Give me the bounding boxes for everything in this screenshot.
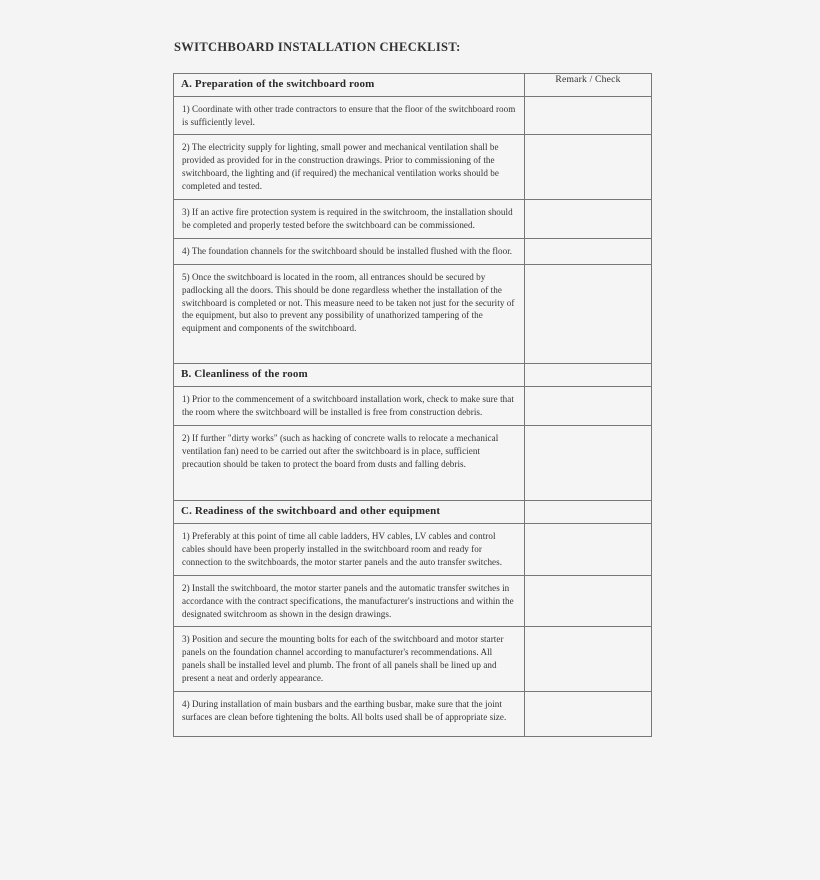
checklist-item-b1: 1) Prior to the commencement of a switchboard installation work, check to make sure that the room where the switchboard will be installed is free from construction debris. [182,393,514,417]
remark-cell-c4[interactable] [525,692,652,737]
table-row [174,264,652,364]
remark-cell-a2[interactable] [525,135,652,200]
checklist-table [173,73,652,737]
checklist-item-c1: 1) Preferably at this point of time all cable ladders, HV cables, LV cables and control cables should have been properly installed in the switchboard room and ready for connection to the switchboards, the motor starter panels and the auto transfer switches. [182,531,503,567]
table-row [174,692,652,737]
page-title: SWITCHBOARD INSTALLATION CHECKLIST: [174,40,461,54]
section-header-row-c [174,501,652,524]
table-row [174,200,652,239]
table-row [174,135,652,200]
remark-cell-a4[interactable] [525,238,652,264]
section-title-cell-c [174,501,525,524]
section-header-row-b [174,364,652,387]
remark-check-header [525,74,652,97]
section-heading-c: C. Readiness of the switchboard and other equipment [181,505,441,518]
section-title-cell-b [174,364,525,387]
checklist-item-cell [174,627,525,692]
remark-cell-b1[interactable] [525,386,652,425]
checklist-item-c4: 4) During installation of main busbars and the earthing busbar, make sure that the joint surfaces are clean before tightening the bolts. All bolts used shall be of appropriate size. [182,699,507,723]
checklist-item-b2: 2) If further "dirty works" (such as hacking of concrete walls to relocate a mechanical ventilation fan) need to be carried out after the switchboard is in place, sufficient precaution should be taken to protect the board from dusts and falling debris. [182,432,499,469]
checklist-item-cell [174,692,525,737]
remark-check-label: Remark / Check [555,74,621,85]
remark-cell-b-header[interactable] [525,364,652,387]
table-row [174,96,652,135]
remark-cell-b2[interactable] [525,425,652,501]
section-heading-a: A. Preparation of the switchboard room [181,78,375,90]
table-row [174,575,652,627]
remark-cell-a5[interactable] [525,264,652,364]
checklist-item-a2: 2) The electricity supply for lighting, small power and mechanical ventilation shall be provided as provided for in the construction drawings. Prior to commissioning of the switchboard, the lighting and (if required) the mechanical ventilation works should be completed and tested. [182,142,499,192]
section-heading-b: B. Cleanliness of the room [181,368,308,381]
remark-cell-a1[interactable] [525,96,652,135]
table-row [174,524,652,576]
table-row [174,238,652,264]
checklist-item-a3: 3) If an active fire protection system is required in the switchroom, the installation should be completed and properly tested before the switchboard can be commissioned. [182,207,513,230]
remark-cell-c1[interactable] [525,524,652,576]
remark-cell-c3[interactable] [525,627,652,692]
section-title-cell-a [174,74,525,97]
remark-cell-a3[interactable] [525,200,652,239]
checklist-item-cell [174,135,525,200]
table-row [174,386,652,425]
checklist-item-cell [174,264,525,364]
table-row [174,425,652,501]
checklist-item-a1: 1) Coordinate with other trade contractors to ensure that the floor of the switchboard room is sufficiently level. [182,103,516,127]
checklist-item-cell [174,425,525,501]
checklist-item-cell [174,200,525,239]
checklist-item-cell [174,386,525,425]
checklist-item-cell [174,238,525,264]
checklist-item-c2: 2) Install the switchboard, the motor starter panels and the automatic transfer switches in accordance with the contract specifications, the manufacturer's instructions and within the designated switchroom as shown in the design drawings. [182,582,514,619]
section-header-row-a [174,74,652,97]
table-row [174,627,652,692]
remark-cell-c-header[interactable] [525,501,652,524]
checklist-item-cell [174,96,525,135]
checklist-item-cell [174,524,525,576]
checklist-item-a5: 5) Once the switchboard is located in the room, all entrances should be secured by padlocking all the doors. This should be done regardless whether the installation of the switchboard is completed or not. This measure need to be taken not just for the security of the equipment, but also to prevent any possibility of unathorized tampering of the equipment and components of the switchboard. [182,271,515,334]
checklist-item-a4: 4) The foundation channels for the switchboard should be installed flushed with the floor. [182,245,513,256]
checklist-item-c3: 3) Position and secure the mounting bolts for each of the switchboard and motor starter panels on the foundation channel according to manufacturer's recommendations. All panels shall be installed level and plumb. The front of all panels shall be lined up and present a neat and orderly appearance. [182,634,504,684]
checklist-item-cell [174,575,525,627]
remark-cell-c2[interactable] [525,575,652,627]
